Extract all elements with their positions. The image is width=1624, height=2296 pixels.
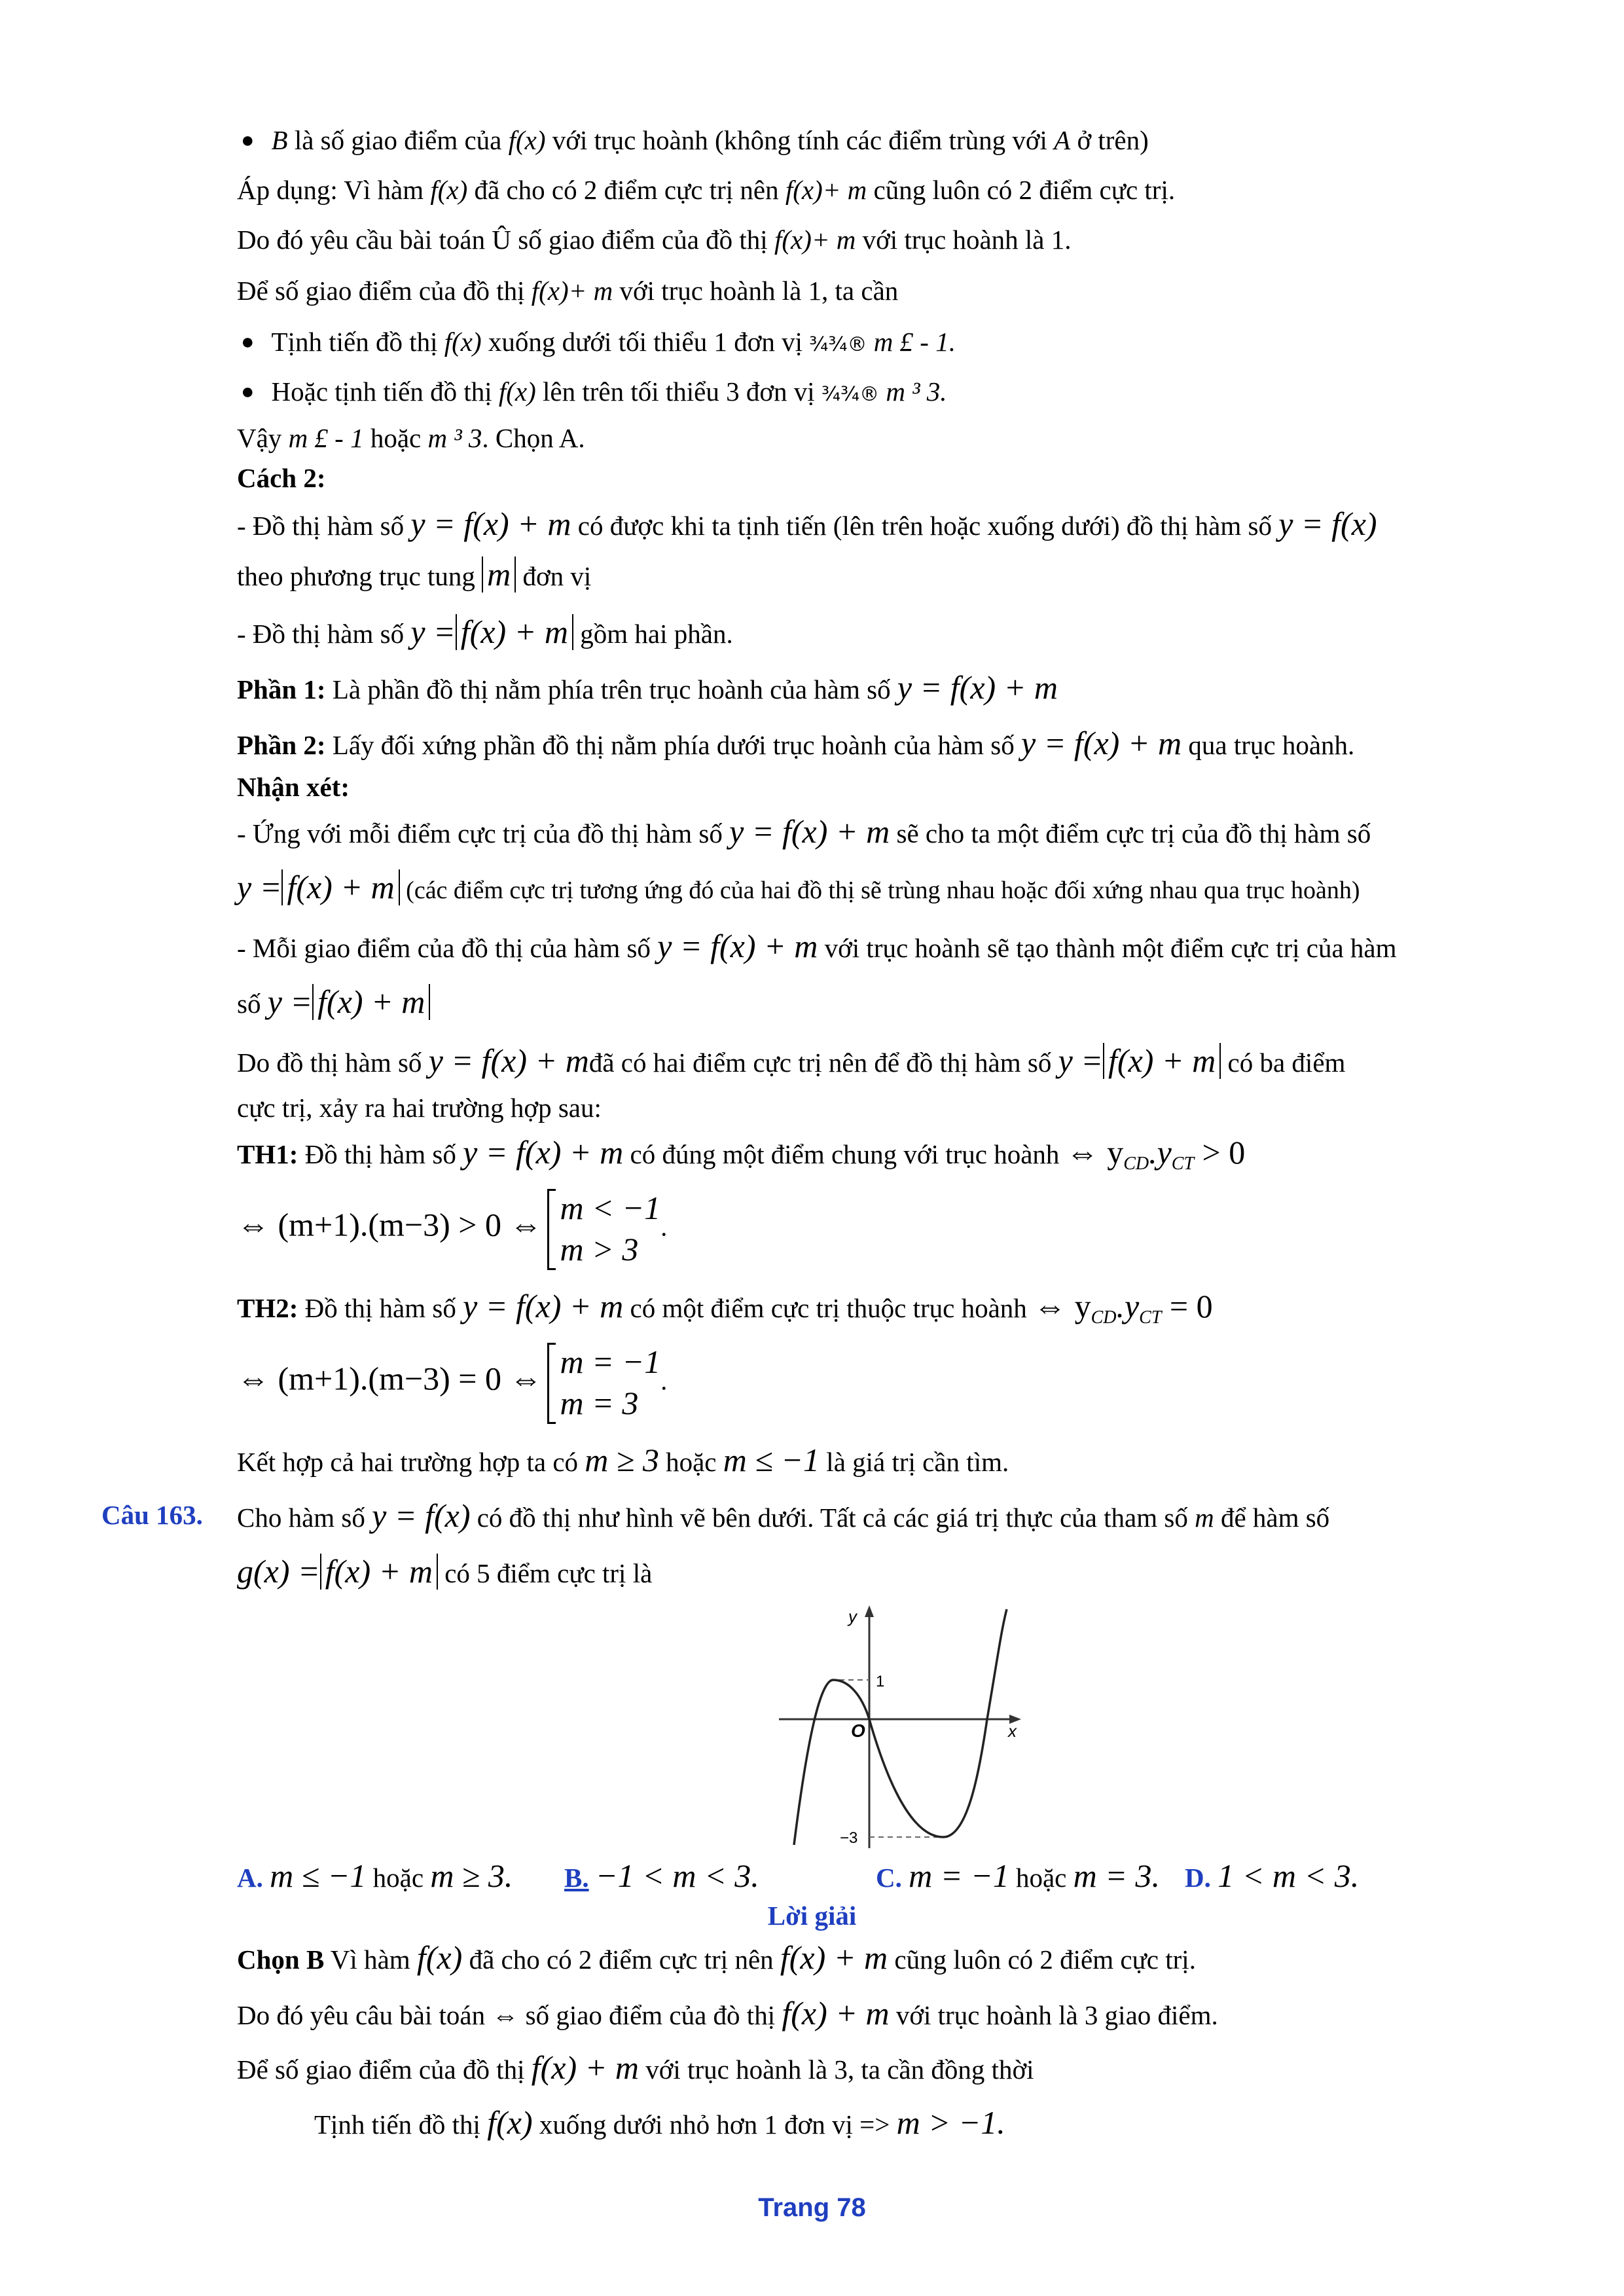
bullet-line-b: ● B là số giao điểm của f(x) với trục hoành (không tính các điểm trùng với A ở trên) <box>241 124 1149 156</box>
question-text-1: Cho hàm số y = f(x) có đồ thị như hình vẽ bên dưới. Tất cả các giá trị thực của tham số m để hàm số <box>237 1497 1330 1534</box>
solution-line-1: Chọn B Vì hàm f(x) đã cho có 2 điểm cực trị nên f(x) + m cũng luôn có 2 điểm cực trị. <box>237 1939 1196 1976</box>
case-1-line: TH1: Đồ thị hàm số y = f(x) + m có đúng một điểm chung với trục hoành ⇔ $y_{CD}.y_{CT} > 0$ <box>237 1134 1246 1175</box>
case-2-math: ⇔ (m+1).(m−3) = 0 ⇔ m = −1 m = 3. <box>237 1342 667 1425</box>
origin-label: O <box>851 1721 865 1741</box>
apply-line: Áp dụng: Vì hàm f(x) đã cho có 2 điểm cực trị nên f(x)+ m cũng luôn có 2 điểm cực trị. <box>237 175 1176 205</box>
tick-label-1: 1 <box>876 1673 885 1690</box>
y-axis-arrow-icon <box>865 1605 874 1617</box>
remark-line-4: số y = f(x) + m <box>237 982 430 1021</box>
condition-line: Để số giao điểm của đồ thị f(x)+ m với trục hoành là 1, ta cần <box>237 276 899 306</box>
conclusion-line: Vậy m £ - 1 hoặc m ³ 3. Chọn A. <box>237 423 585 453</box>
tick-label-minus-3: −3 <box>840 1829 858 1847</box>
solution-line-2: Do đó yêu câu bài toán ⇔ số giao điểm của đò thị f(x) + m với trục hoành là 3 giao điểm. <box>237 1995 1218 2032</box>
requirement-line: Do đó yêu cầu bài toán Û số giao điểm của đồ thị f(x)+ m với trục hoành là 1. <box>237 225 1072 255</box>
question-label: Câu 163. <box>101 1500 203 1530</box>
option-c[interactable]: C. m = −1 hoặc m = 3. <box>876 1857 1160 1894</box>
method2-line-1: - Đồ thị hàm số y = f(x) + m có được khi ta tịnh tiến (lên trên hoặc xuống dưới) đồ thị hàm số y = f(x) <box>237 505 1377 542</box>
combine-line: Kết hợp cả hai trường hợp ta có m ≥ 3 hoặc m ≤ −1 là giá trị cần tìm. <box>237 1442 1009 1478</box>
option-a[interactable]: A. m ≤ −1 hoặc m ≥ 3. <box>237 1857 513 1894</box>
method-2-heading: Cách 2: <box>237 463 326 493</box>
remark-line-3: - Mỗi giao điểm của đồ thị của hàm số y = f(x) + m với trục hoành sẽ tạo thành một điểm cực trị của hàm <box>237 928 1397 964</box>
method2-line-2: theo phương trục tung m đơn vị <box>237 556 592 592</box>
bullet-shift-down: ● Tịnh tiến đồ thị f(x) xuống dưới tối thiểu 1 đơn vị ¾¾® m £ - 1. <box>241 326 956 358</box>
option-d[interactable]: D. 1 < m < 3. <box>1185 1857 1360 1894</box>
remark-line-1: - Ứng với mỗi điểm cực trị của đồ thị hàm số y = f(x) + m sẽ cho ta một điểm cực trị của đồ thị hàm số <box>237 813 1371 850</box>
part-2-line: Phần 2: Lấy đối xứng phần đồ thị nằm phía dưới trục hoành của hàm số y = f(x) + m qua trục hoành. <box>237 725 1355 761</box>
function-graph <box>778 1603 1026 1851</box>
y-axis-label: y <box>848 1607 857 1626</box>
x-axis-label: x <box>1008 1721 1017 1741</box>
remark-line-5: Do đồ thị hàm số y = f(x) + mđã có hai điểm cực trị nên để đồ thị hàm số y = f(x) + m có ba điểm <box>237 1042 1346 1079</box>
part-1-line: Phần 1: Là phần đồ thị nằm phía trên trục hoành của hàm số y = f(x) + m <box>237 669 1058 706</box>
solution-line-3: Để số giao điểm của đồ thị f(x) + m với trục hoành là 3, ta cần đồng thời <box>237 2049 1034 2086</box>
remark-heading: Nhận xét: <box>237 772 350 802</box>
method2-line-3: - Đồ thị hàm số y = f(x) + m gồm hai phần. <box>237 613 733 650</box>
bullet-shift-up: ● Hoặc tịnh tiến đồ thị f(x) lên trên tối thiểu 3 đơn vị ¾¾® m ³ 3. <box>241 376 947 408</box>
remark-line-2: y = f(x) + m (các điểm cực trị tương ứng đó của hai đồ thị sẽ trùng nhau hoặc đối xứng nhau qua trục hoành) <box>237 869 1360 905</box>
case-2-line: TH2: Đồ thị hàm số y = f(x) + m có một điểm cực trị thuộc trục hoành ⇔ $y_{CD}.y_{CT} = 0$ <box>237 1288 1213 1328</box>
function-curve <box>794 1609 1007 1845</box>
page-number: Trang 78 <box>758 2193 866 2222</box>
option-b[interactable]: B. −1 < m < 3. <box>564 1857 759 1894</box>
question-text-2: g(x) = f(x) + m có 5 điểm cực trị là <box>237 1553 653 1590</box>
remark-line-6: cực trị, xảy ra hai trường hợp sau: <box>237 1093 602 1123</box>
solution-line-4: Tịnh tiến đồ thị f(x) xuống dưới nhỏ hơn 1 đơn vị => m > −1. <box>314 2104 1005 2141</box>
case-1-math: ⇔ (m+1).(m−3) > 0 ⇔ m < −1 m > 3. <box>237 1188 667 1271</box>
solution-heading: Lời giải <box>767 1901 857 1931</box>
